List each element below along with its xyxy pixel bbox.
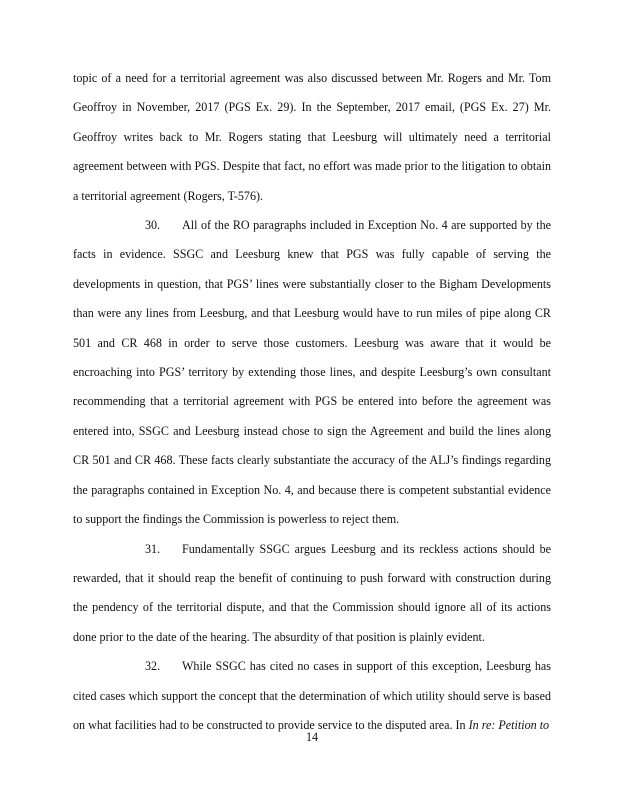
document-body bbox=[73, 64, 551, 740]
paragraph-number: 32. bbox=[145, 659, 161, 674]
paragraph-text: Fundamentally SSGC argues Leesburg and its reckless actions should be rewarded, that it should reap the benefit of continuing to push forward with construction during the pendency of the territorial dispute, and that the Commission should ignore all of its actions done prior to the date of the hearing. The absurdity of that position is plainly evident. bbox=[73, 541, 551, 644]
paragraph-continuation: topic of a need for a territorial agreement was also discussed between Mr. Rogers and Mr. Tom Geoffroy in November, 2017 (PGS Ex. 29). In the September, 2017 email, (PGS Ex. 27) Mr. Geoffroy writes back to Mr. Rogers stating that Leesburg will ultimately need a territorial agreement between with PGS. Despite that fact, no effort was made prior to the litigation to obtain a territorial agreement (Rogers, T-576). bbox=[73, 71, 551, 203]
paragraph-32 bbox=[73, 652, 551, 740]
paragraph-31 bbox=[73, 535, 551, 653]
paragraph-30 bbox=[73, 211, 551, 534]
paragraph-number: 30. bbox=[145, 218, 161, 233]
case-citation-italic: In re: Petition to bbox=[468, 717, 550, 732]
page-number: 14 bbox=[305, 730, 319, 744]
paragraph-number: 31. bbox=[145, 541, 161, 556]
paragraph-text: While SSGC has cited no cases in support of this exception, Leesburg has cited cases which support the concept that the determination of which utility should serve is based on what facilities had to be constructed to provide service to the disputed area. In bbox=[73, 659, 551, 732]
paragraph-text: All of the RO paragraphs included in Exception No. 4 are supported by the facts in evidence. SSGC and Leesburg knew that PGS was fully capable of serving the developments in question, that PGS’ lines were substantially closer to the Bigham Developments than were any lines from Leesburg, and that Leesburg would have to run miles of pipe along CR 501 and CR 468 in order to serve those customers. Leesburg was aware that it would be encroaching into PGS’ territory by extending those lines, and despite Leesburg’s own consultant recommending that a territorial agreement with PGS be entered into before the agreement was entered into, SSGC and Leesburg instead chose to sign the Agreement and build the lines along CR 501 and CR 468. These facts clearly substantiate the accuracy of the ALJ’s findings regarding the paragraphs contained in Exception No. 4, and because there is competent substantial evidence to support the findings the Commission is powerless to reject them. bbox=[73, 218, 551, 527]
